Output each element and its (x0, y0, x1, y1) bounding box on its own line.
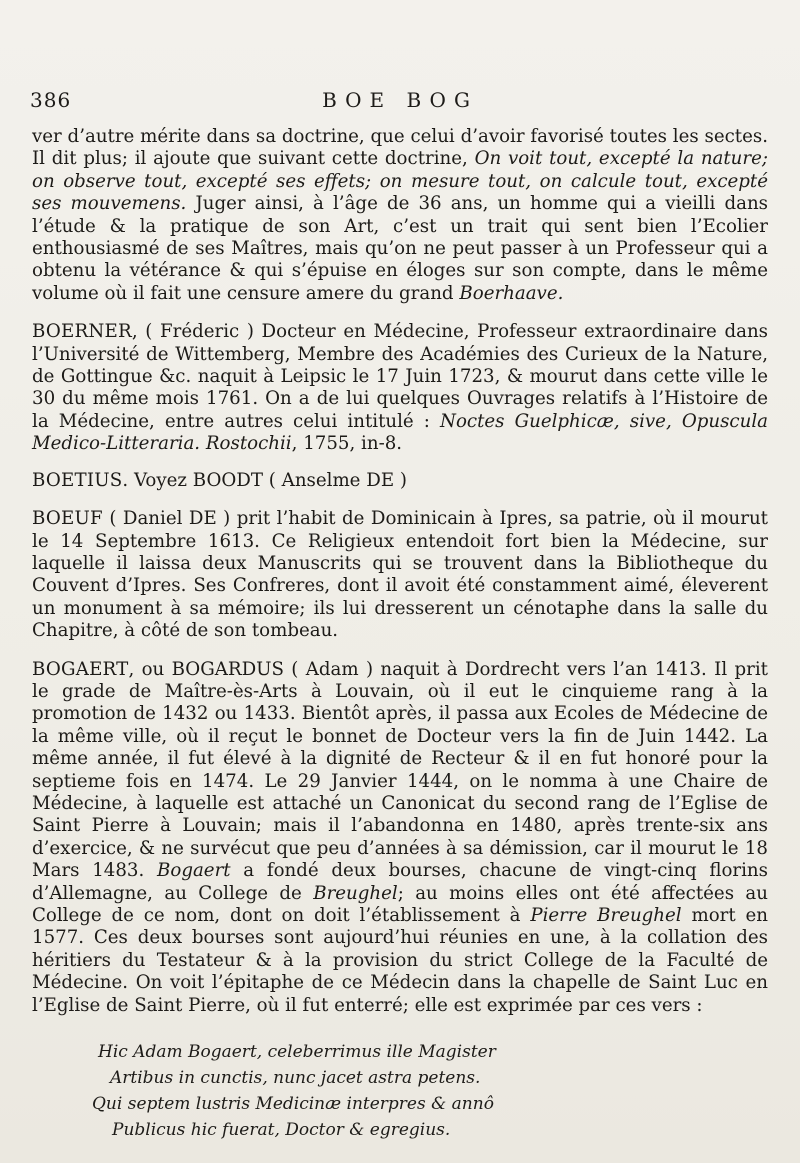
intro-name-boerhaave: Boerhaave. (459, 282, 564, 304)
headword-boeuf: BOEUF (32, 508, 103, 530)
intro-text-a: ver d’autre mérite dans sa doctrine, que celui d’avoir favorisé toutes les sectes. Il dit plus; il ajoute que suivant cette doctrine, (32, 126, 768, 170)
boerner-title: Noctes Guelphicæ, sive, Opuscula Medico-Litteraria. Rostochii (32, 410, 768, 455)
running-head: BOE BOG (322, 88, 478, 112)
epitaph-verse (32, 1039, 768, 1143)
entry-bogaert (32, 659, 768, 1018)
headword-boetius: BOETIUS (32, 469, 123, 491)
entry-boerner (32, 321, 768, 455)
intro-quote: On voit tout, excepté la nature; on observe tout, excepté ses effets; on mesure tout, on calcule tout, excepté ses mouvemens. (32, 148, 768, 215)
bogaert-college-name: Breughel (313, 882, 398, 904)
verse-line-4: Publicus hic fuerat, Doctor & egregius. (112, 1120, 451, 1141)
bogaert-text-g: mort en 1577. Ces deux bourses sont aujourd’hui réunies en une, à la collation des héritiers du Testateur & à la provision du strict College de la Faculté de Médecine. On voit l’épitaphe de ce Médecin dans la chapelle de Saint Luc en l’Eglise de Saint Pierre, où il fut enterré; elle est exprimée par ces vers : (32, 905, 768, 1016)
entry-boeuf (32, 508, 768, 642)
intro-paragraph (32, 126, 768, 305)
verse-line-2: Artibus in cunctis, nunc jacet astra petens. (110, 1068, 481, 1089)
bogaert-text-c: a fondé deux bourses, chacune de vingt-cinq florins d’Allemagne, au College de (32, 860, 768, 904)
bogaert-name: Bogaert (157, 860, 231, 882)
entry-boetius (32, 470, 768, 492)
boetius-text: . Voyez BOODT ( Anselme DE ) (122, 469, 407, 491)
boerner-text-a: , ( Fréderic ) Docteur en Médecine, Professeur extraordinaire dans l’Université de Wittemberg, Membre des Académies des Curieux de la Nature, de Gottingue &c. naquit à Leipsic le 17 Juin 1723, & mourut dans cette ville le 30 du même mois 1761. On a de lui quelques Ouvrages relatifs à l’Histoire de la Médecine, entre autres celui intitulé : (32, 321, 768, 432)
page-header (30, 88, 770, 118)
verse-line-1: Hic Adam Bogaert, celeberrimus ille Magister (98, 1042, 496, 1063)
bogaert-text-a: , ou BOGARDUS ( Adam ) naquit à Dordrecht vers l’an 1413. Il prit le grade de Maître-ès-Arts à Louvain, où il eut le cinquieme rang à la promotion de 1432 ou 1433. Bientôt après, il passa aux Ecoles de Médecine de la même ville, où il reçut le bonnet de Docteur vers la fin de Juin 1442. La même année, il fut élevé à la dignité de Recteur & il en fut honoré pour la septieme fois en 1474. Le 29 Janvier 1444, on le nomma à une Chaire de Médecine, à laquelle est attaché un Canonicat du second rang de l’Eglise de Saint Pierre à Louvain; mais il l’abandonna en 1480, après trente-six ans d’exercice, & ne survécut que peu d’années à sa démission, car il mourut le 18 Mars 1483. (32, 658, 768, 882)
page-body (32, 126, 768, 1143)
headword-boerner: BOERNER (32, 321, 132, 343)
verse-line-3: Qui septem lustris Medicinæ interpres & annô (92, 1094, 494, 1115)
bogaert-founder-name: Pierre Breughel (530, 905, 682, 926)
headword-bogaert: BOGAERT (32, 658, 129, 680)
intro-text-c: Juger ainsi, à l’âge de 36 ans, un homme qui a vieilli dans l’étude & la pratique de son Art, c’est un trait qui sent bien l’Ecolier enthousiasmé de ses Maîtres, mais qu’on ne peut passer à un Professeur qui a obtenu la vétérance & qui s’épuise en éloges sur son compte, dans le même volume où il fait une censure amere du grand (32, 193, 768, 304)
boerner-text-c: , 1755, in-8. (291, 433, 403, 455)
bogaert-text-e: ; au moins elles ont été affectées au College de ce nom, dont on doit l’établissement à (32, 882, 768, 926)
boeuf-text: ( Daniel DE ) prit l’habit de Dominicain à Ipres, sa patrie, où il mourut le 14 Septembre 1613. Ce Religieux entendoit fort bien la Médecine, sur laquelle il laissa deux Manuscrits qui se trouvent dans la Bibliotheque du Couvent d’Ipres. Ses Confreres, dont il avoit été constamment aimé, éleverent un monument à sa mémoire; ils lui dresserent un cénotaphe dans la salle du Chapitre, à côté de son tombeau. (32, 508, 768, 642)
page-number: 386 (30, 88, 72, 112)
